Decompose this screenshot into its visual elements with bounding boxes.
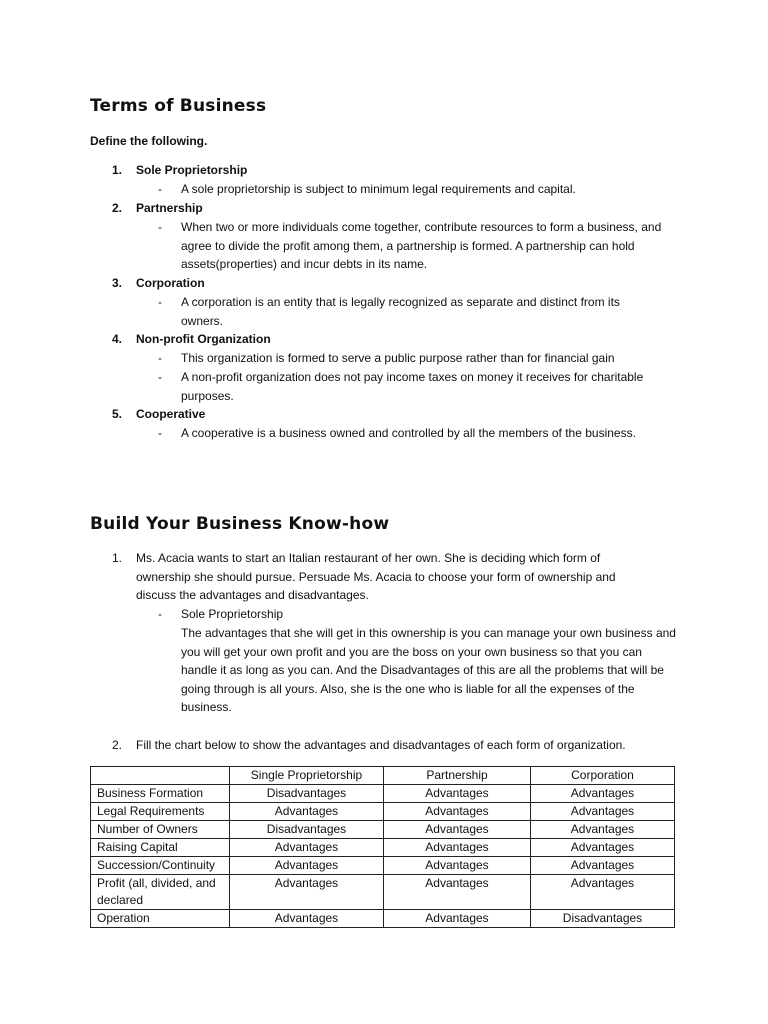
- table-cell: Advantages: [230, 875, 384, 910]
- bullet-dash: -: [158, 351, 162, 365]
- table-row-label: Legal Requirements: [91, 803, 230, 821]
- table-cell: Advantages: [384, 803, 531, 821]
- list-number: 1.: [112, 551, 123, 565]
- table-cell: Advantages: [384, 839, 531, 857]
- table-cell: Disadvantages: [230, 821, 384, 839]
- question-text: Fill the chart below to show the advantages and disadvantages of each form of organization.: [136, 738, 626, 752]
- table-cell: Disadvantages: [531, 910, 675, 928]
- table-cell: Advantages: [230, 839, 384, 857]
- table-cell: Disadvantages: [230, 785, 384, 803]
- table-cell: Advantages: [531, 839, 675, 857]
- section-title-know-how: Build Your Business Know-how: [90, 514, 390, 534]
- organization-comparison-table: [90, 766, 675, 928]
- table-row: [91, 821, 675, 839]
- table-row: [91, 857, 675, 875]
- instruction-text: Define the following.: [90, 134, 208, 148]
- term-non-profit: Non-profit Organization: [136, 332, 271, 346]
- table-row-label: Profit (all, divided, and declared: [91, 875, 230, 910]
- table-header-cell: Single Proprietorship: [230, 767, 384, 785]
- table-row: [91, 803, 675, 821]
- definition-text: A sole proprietorship is subject to minimum legal requirements and capital.: [181, 182, 576, 196]
- table-header-cell: [91, 767, 230, 785]
- table-row-label: Operation: [91, 910, 230, 928]
- term-cooperative: Cooperative: [136, 407, 206, 421]
- bullet-dash: -: [158, 182, 162, 196]
- list-number: 3.: [112, 276, 123, 290]
- list-number: 2.: [112, 201, 123, 215]
- section-title-terms: Terms of Business: [90, 96, 267, 116]
- definition-text: A cooperative is a business owned and controlled by all the members of the business.: [181, 426, 636, 440]
- table-row: [91, 839, 675, 857]
- table-cell: Advantages: [531, 857, 675, 875]
- table-cell: Advantages: [384, 821, 531, 839]
- table-row-label: Succession/Continuity: [91, 857, 230, 875]
- chosen-ownership: Sole Proprietorship: [181, 607, 284, 621]
- bullet-dash: -: [158, 607, 162, 621]
- table-row-label: Raising Capital: [91, 839, 230, 857]
- table-row-label: Business Formation: [91, 785, 230, 803]
- table-cell: Advantages: [531, 821, 675, 839]
- table-cell: Advantages: [531, 875, 675, 910]
- table-cell: Advantages: [230, 857, 384, 875]
- definition-text: A non-profit organization does not pay income taxes on money it receives for charitable purposes.: [181, 370, 644, 403]
- table-cell: Advantages: [384, 875, 531, 910]
- table-header-cell: Corporation: [531, 767, 675, 785]
- term-partnership: Partnership: [136, 201, 203, 215]
- bullet-dash: -: [158, 370, 162, 384]
- table-cell: Advantages: [384, 785, 531, 803]
- definition-text: This organization is formed to serve a public purpose rather than for financial gain: [181, 351, 615, 365]
- definition-text: A corporation is an entity that is legally recognized as separate and distinct from its owners.: [181, 295, 620, 328]
- table-cell: Advantages: [230, 910, 384, 928]
- table-cell: Advantages: [531, 785, 675, 803]
- table-row: [91, 875, 675, 910]
- table-header-cell: Partnership: [384, 767, 531, 785]
- table-header-row: [91, 767, 675, 785]
- term-corporation: Corporation: [136, 276, 205, 290]
- table-row: [91, 910, 675, 928]
- list-number: 5.: [112, 407, 123, 421]
- bullet-dash: -: [158, 426, 162, 440]
- table-cell: Advantages: [384, 857, 531, 875]
- term-sole-proprietorship: Sole Proprietorship: [136, 163, 248, 177]
- list-number: 1.: [112, 163, 123, 177]
- bullet-dash: -: [158, 295, 162, 309]
- question-text: Ms. Acacia wants to start an Italian restaurant of her own. She is deciding which form of ownership she should pursue. Persuade Ms. Acacia to choose your form of ownership and discuss the advantages and disadvantages.: [136, 551, 616, 603]
- table-row-label: Number of Owners: [91, 821, 230, 839]
- table-cell: Advantages: [531, 803, 675, 821]
- table-row: [91, 785, 675, 803]
- bullet-dash: -: [158, 220, 162, 234]
- list-number: 2.: [112, 738, 123, 752]
- definition-text: When two or more individuals come together, contribute resources to form a business, and agree to divide the profit among them, a partnership is formed. A partnership can hold assets(properties) and incur debts in its name.: [181, 220, 662, 272]
- table-cell: Advantages: [384, 910, 531, 928]
- table-cell: Advantages: [230, 803, 384, 821]
- list-number: 4.: [112, 332, 123, 346]
- answer-text: The advantages that she will get in this ownership is you can manage your own business and you will get your own profit and you are the boss on your own business so that you can handle it as long as you can. And the Disadvantages of this are all the problems that will be going through is all yours. Also, she is the one who is liable for all the expenses of the business.: [181, 626, 676, 715]
